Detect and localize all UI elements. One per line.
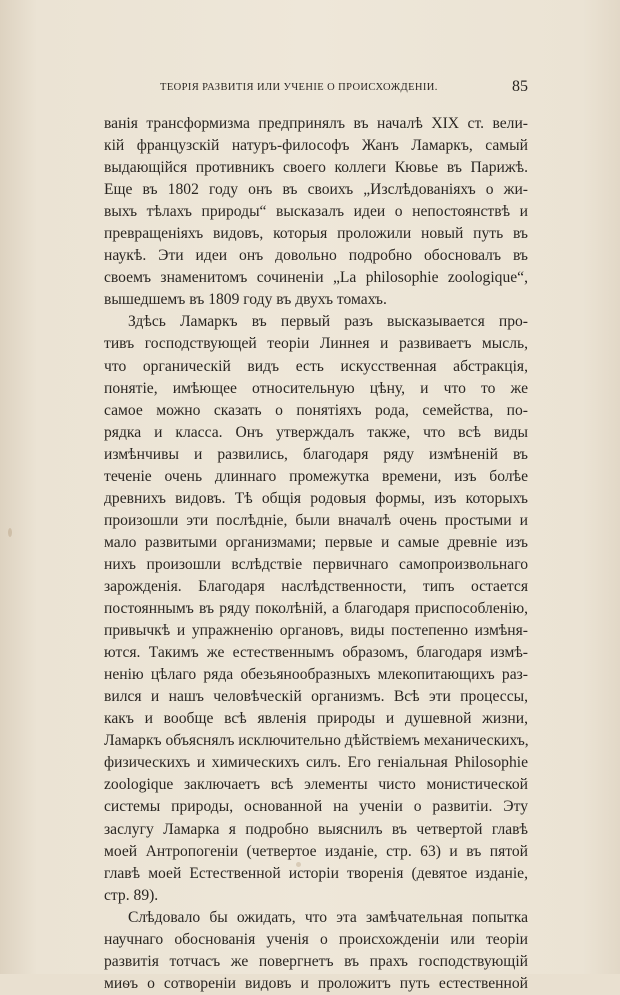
text-line: zoologique заключаетъ всѣ элементы чисто монистической: [104, 776, 528, 794]
page-number: 85: [512, 78, 528, 95]
text-line: своемъ знаменитомъ сочиненіи „La philosophie zoologique“,: [104, 269, 528, 287]
body-text: [104, 113, 528, 995]
text-line: превращеніяхъ видовъ, которыя проложили новый путь въ: [104, 225, 528, 243]
text-line: понятіе, имѣющее относительную цѣну, и что то же: [104, 379, 528, 397]
text-line: какъ и вообще всѣ явленія природы и душевной жизни,: [104, 710, 528, 728]
text-line: Еще въ 1802 году онъ въ своихъ „Изслѣдованіяхъ о жи-: [104, 181, 528, 199]
paragraph-start-line: Слѣдовало бы ожидать, что эта замѣчательная попытка: [128, 908, 528, 926]
text-line: что органическій видъ есть искусственная абстракція,: [104, 357, 528, 375]
text-line: нихъ произошли вслѣдствіе первичнаго самопроизвольнаго: [104, 555, 528, 573]
text-line: измѣнчивы и развились, благодаря ряду измѣненій въ: [104, 445, 528, 463]
text-line: древнихъ видовъ. Тѣ общія родовыя формы, изъ которыхъ: [104, 489, 528, 507]
text-line: постояннымъ въ ряду поколѣній, а благодаря приспособленію,: [104, 600, 528, 618]
text-line: физическихъ и химическихъ силъ. Его геніальная Philosophie: [104, 754, 528, 772]
text-line: системы природы, основанной на ученіи о развитіи. Эту: [104, 798, 528, 816]
text-line: ются. Такимъ же естественнымъ образомъ, благодаря измѣ-: [104, 644, 528, 662]
text-line: произошли эти послѣдніе, были вначалѣ очень простыми и: [104, 511, 528, 529]
text-line: Ламаркъ объяснялъ исключительно дѣйствіемъ механическихъ,: [104, 732, 529, 750]
text-line: зарожденія. Благодаря наслѣдственности, типъ остается: [104, 577, 528, 595]
text-line: теченіе очень длиннаго промежутка времени, изъ болѣе: [104, 467, 528, 485]
text-line: научнаго обоснованія ученія о происхожденіи или теоріи: [104, 930, 528, 948]
text-line: привычкѣ и упражненію органовъ, виды постепенно измѣня-: [104, 622, 528, 640]
text-line: тивъ господствующей теоріи Линнея и развиваетъ мысль,: [104, 335, 528, 353]
text-line: развитія тотчасъ же повергнетъ въ прахъ господствующій: [104, 952, 528, 970]
text-line: главѣ моей Естественной исторіи творенія (девятое изданіе,: [104, 864, 528, 882]
paragraph-start-line: Здѣсь Ламаркъ въ первый разъ высказывается про-: [128, 313, 528, 331]
running-title: ТЕОРІЯ РАЗВИТІЯ ИЛИ УЧЕНІЕ О ПРОИСХОЖДЕНІИ.: [160, 82, 438, 93]
paper-stain: [8, 528, 12, 537]
text-line: стр. 89).: [104, 886, 159, 904]
text-line: вышедшемъ въ 1809 году въ двухъ томахъ.: [104, 291, 387, 309]
text-line: самое можно сказать о понятіяхъ рода, семейства, по-: [104, 401, 528, 419]
text-line: наукѣ. Эти идеи онъ довольно подробно обосновалъ въ: [104, 247, 528, 265]
text-line: миѳъ о сотвореніи видовъ и проложитъ путь естественной: [104, 974, 528, 992]
text-line: ванія трансформизма предпринялъ въ началѣ XIX ст. вели-: [104, 115, 528, 132]
text-line: мало развитыми организмами; первые и самые древніе изъ: [104, 533, 528, 551]
text-line: выдающійся противникъ своего коллеги Кювье въ Парижѣ.: [104, 159, 528, 177]
text-line: кій французскій натуръ-философъ Жанъ Ламаркъ, самый: [104, 137, 528, 155]
text-line: вился и нашъ человѣческій организмъ. Всѣ эти процессы,: [104, 688, 528, 706]
text-line: моей Антропогеніи (четвертое изданіе, стр. 63) и въ пятой: [104, 842, 528, 860]
running-header: [104, 78, 528, 100]
text-line: ненію цѣлаго ряда обезьянообразныхъ млекопитающихъ раз-: [104, 666, 528, 684]
text-line: выхъ тѣлахъ природы“ высказалъ идеи о непостоянствѣ и: [104, 203, 528, 221]
text-line: заслугу Ламарка я подробно выяснилъ въ четвертой главѣ: [104, 820, 528, 838]
text-line: рядка и класса. Онъ утверждалъ также, что всѣ виды: [104, 423, 528, 441]
